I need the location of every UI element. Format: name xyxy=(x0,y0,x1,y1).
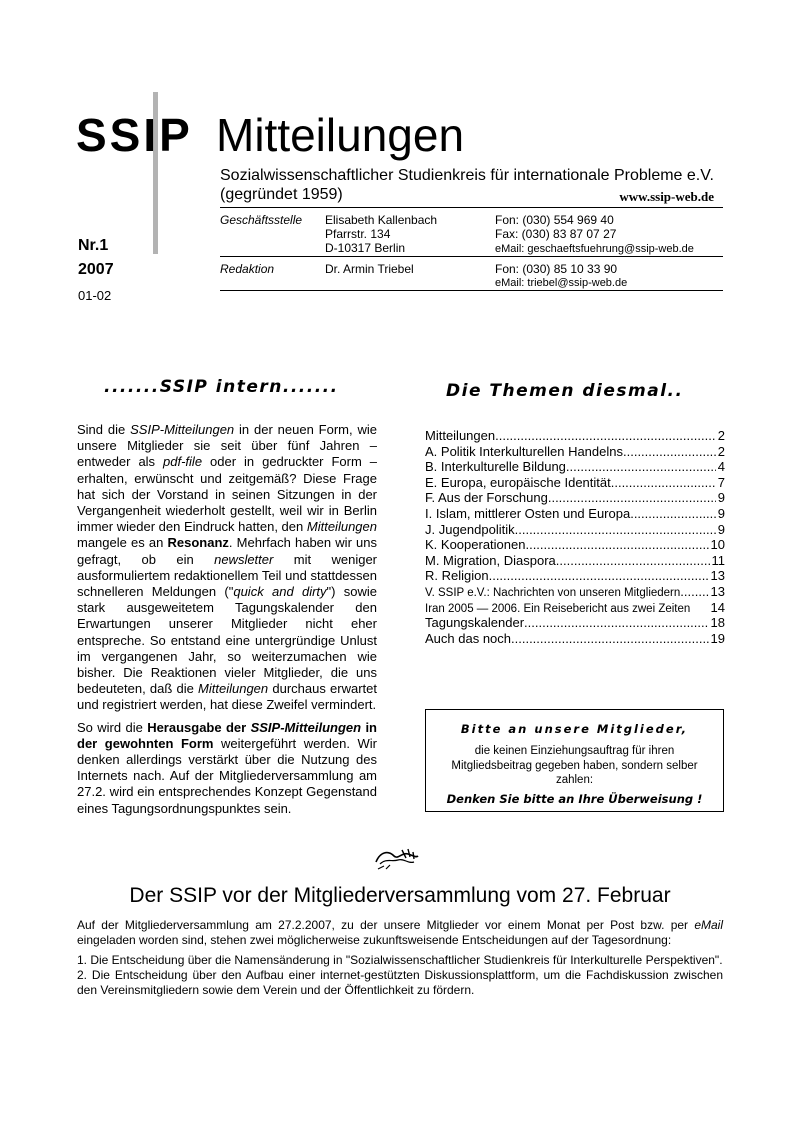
masthead-brand: SSIP xyxy=(76,109,193,161)
redaktion-name: Dr. Armin Triebel xyxy=(325,262,414,276)
toc-item-page: 11 xyxy=(711,552,725,568)
text-run: So wird die xyxy=(77,719,148,735)
article-intro xyxy=(77,918,723,948)
toc-leader-dots xyxy=(511,631,709,646)
toc-item[interactable] xyxy=(425,475,725,491)
toc-leader-dots xyxy=(548,490,716,505)
toc-item-page: 19 xyxy=(710,630,725,646)
toc-item-page: 14 xyxy=(710,599,725,615)
toc-item[interactable] xyxy=(425,631,725,647)
toc-item[interactable] xyxy=(425,459,725,475)
toc-item-page: 2 xyxy=(717,428,725,443)
geschaeftsstelle-email[interactable]: eMail: geschaeftsfuehrung@ssip-web.de xyxy=(495,243,694,255)
text-run: durchaus erwartet und registriert werden, hat diese Zweifel vermindert. xyxy=(77,681,378,713)
geschaeftsstelle-city: D-10317 Berlin xyxy=(325,241,406,255)
text-run: quick and dirty xyxy=(233,584,327,600)
intern-article xyxy=(77,422,377,823)
toc-item[interactable] xyxy=(425,506,725,522)
toc-item-page: 9 xyxy=(717,521,725,537)
geschaeftsstelle-name: Elisabeth Kallenbach xyxy=(325,213,438,227)
text-run: in der gewohnten Form xyxy=(77,719,377,751)
text-run: Resonanz xyxy=(167,535,229,551)
text-run: . Mehrfach haben wir uns gefragt, ob ein xyxy=(77,535,377,567)
article-intro-text-b: eingeladen worden sind, stehen zwei möglicherweise zukunftsweisende Entscheidungen auf der Tagesordnung: xyxy=(77,933,672,947)
toc-item-page: 9 xyxy=(717,505,725,521)
toc-item[interactable] xyxy=(425,522,725,538)
toc-leader-dots xyxy=(630,506,716,521)
masthead-rule-top xyxy=(220,207,723,208)
toc-item-label: Tagungskalender xyxy=(425,615,525,631)
table-of-contents xyxy=(425,428,725,646)
toc-leader-dots xyxy=(556,553,710,568)
text-run: in der neuen Form, wie unsere Mitglieder sie seit über fünf Jahren – entweder als xyxy=(77,422,377,470)
issue-year: 2007 xyxy=(78,261,114,278)
member-notice-box xyxy=(425,709,724,812)
text-run: ") sowie stark ausgeweitetem Tagungskalender den Erwartungen unserer Mitglieder nicht eher entspreche. So entstand eine untergründige Unlust im vergangenen Jahr, so weiterzumachen wie bisher. Die Reaktionen vieler Mitglieder, die uns bedeuteten, daß die xyxy=(77,584,378,697)
intern-paragraph-2 xyxy=(77,720,377,817)
notice-text: die keinen Einziehungsauftrag für ihren Mitgliedsbeitrag gegeben haben, sondern selber zahlen: xyxy=(451,745,698,786)
text-run: Sind die xyxy=(77,422,131,437)
masthead-subtitle-1: Sozialwissenschaftlicher Studienkreis für internationale Probleme e.V. xyxy=(220,167,714,184)
toc-leader-dots xyxy=(611,475,716,490)
notice-title: Bitte an unsere Mitglieder, xyxy=(460,722,689,736)
toc-item[interactable] xyxy=(425,553,725,569)
toc-item[interactable] xyxy=(425,444,725,460)
intern-paragraph-1 xyxy=(77,422,377,714)
toc-item-label: M. Migration, Diaspora xyxy=(425,552,556,568)
issue-months: 01-02 xyxy=(78,288,112,303)
toc-leader-dots xyxy=(524,615,709,630)
toc-leader-dots xyxy=(489,568,709,583)
toc-item[interactable] xyxy=(425,428,725,444)
redaktion-label: Redaktion xyxy=(220,262,275,276)
geschaeftsstelle-label: Geschäftsstelle xyxy=(220,213,303,227)
toc-item-label: B. Interkulturelle Bildung xyxy=(425,459,566,475)
text-run: Mitteilungen xyxy=(306,519,377,535)
article-intro-text-a: Auf der Mitgliederversammlung am 27.2.2007, zu der unsere Mitglieder vor einem Monat per Post bzw. per xyxy=(77,918,695,932)
toc-leader-dots xyxy=(623,444,716,459)
toc-item-label: A. Politik Interkulturellen Handelns xyxy=(425,443,623,459)
toc-leader-dots xyxy=(566,459,716,474)
toc-item-label: Auch das noch xyxy=(425,630,512,646)
text-run: SSIP-Mitteilungen xyxy=(250,719,362,735)
text-run: Herausgabe der xyxy=(147,719,251,735)
toc-item-page: 10 xyxy=(710,537,725,553)
toc-item[interactable] xyxy=(425,615,725,631)
text-run: Mitteilungen xyxy=(198,681,269,697)
toc-item-page: 13 xyxy=(710,583,725,599)
masthead-rule-bottom xyxy=(220,290,723,291)
toc-item-page: 7 xyxy=(717,474,725,490)
toc-item[interactable] xyxy=(425,568,725,584)
toc-item-label: V. SSIP e.V.: Nachrichten von unseren Mitgliedern xyxy=(425,586,681,599)
right-column-heading: Die Themen diesmal.. xyxy=(446,381,684,401)
geschaeftsstelle-fax: Fax: (030) 83 87 07 27 xyxy=(495,227,617,241)
toc-leader-dots xyxy=(515,522,716,537)
toc-leader-dots xyxy=(495,428,716,443)
geschaeftsstelle-street: Pfarrstr. 134 xyxy=(325,227,391,241)
toc-item[interactable] xyxy=(425,490,725,506)
geschaeftsstelle-phone: Fon: (030) 554 969 40 xyxy=(495,213,614,227)
left-column-heading: .......SSIP intern....... xyxy=(104,377,339,397)
toc-item-label: E. Europa, europäische Identität xyxy=(425,474,611,490)
toc-item-page: 2 xyxy=(717,443,725,459)
masthead-subtitle-2: (gegründet 1959) xyxy=(220,186,343,203)
text-run: newsletter xyxy=(214,551,274,567)
website-link[interactable]: www.ssip-web.de xyxy=(619,189,714,204)
toc-item[interactable] xyxy=(425,537,725,553)
toc-leader-dots xyxy=(680,584,708,599)
article-item-1: 1. Die Entscheidung über die Namensänderung in "Sozialwissenschaftlicher Studienkreis für Interkulturelle Perspektiven". xyxy=(77,953,723,967)
toc-leader-dots xyxy=(525,537,708,552)
masthead-title: Mitteilungen xyxy=(216,109,465,161)
issue-number: Nr.1 xyxy=(78,237,109,254)
redaktion-email[interactable]: eMail: triebel@ssip-web.de xyxy=(495,277,628,289)
toc-item-page: 4 xyxy=(717,459,725,475)
toc-item-label: Iran 2005 — 2006. Ein Reisebericht aus zwei Zeiten xyxy=(425,602,691,615)
toc-item-label: Mitteilungen xyxy=(425,428,496,443)
hand-flourish-icon xyxy=(372,846,422,870)
article-item-2: 2. Die Entscheidung über den Aufbau einer internet-gestützten Diskussionsplattform, um die Fachdiskussion zwischen den Vereinsmitgliedern sowie dem Verein und der Öffentlichkeit zu fördern. xyxy=(77,968,723,997)
toc-item[interactable] xyxy=(425,600,725,616)
toc-item-page: 9 xyxy=(717,490,725,506)
text-run: weitergeführt werden. Wir denken allerdings verstärkt über die Nutzung des Internets nach. Auf der Mitgliederversammlung am 27.2. wird ein entsprechendes Konzept Gegenstand eines Tagungsordnungspunktes sein. xyxy=(77,735,377,816)
text-run: oder in gedruckter Form – erhalten, erwünscht und zeitgemäß? Diese Frage hat sich der Vorstand in seinen Sitzungen in der Vergangenheit wiederholt gestellt, weil wir in Berlin immer wieder den Eindruck hatten, den xyxy=(77,454,377,535)
toc-item-label: K. Kooperationen xyxy=(425,537,526,553)
toc-item-label: F. Aus der Forschung xyxy=(425,490,548,506)
toc-item-page: 13 xyxy=(710,568,725,584)
toc-item-label: J. Jugendpolitik xyxy=(425,521,515,537)
text-run: SSIP-Mitteilungen xyxy=(130,422,235,437)
article-intro-email: eMail xyxy=(694,918,723,932)
text-run: mangele es an xyxy=(77,535,168,551)
redaktion-phone: Fon: (030) 85 10 33 90 xyxy=(495,262,618,276)
article-headline: Der SSIP vor der Mitgliederversammlung vom 27. Februar xyxy=(129,884,671,907)
notice-footer: Denken Sie bitte an Ihre Überweisung ! xyxy=(446,791,703,806)
toc-item[interactable] xyxy=(425,584,725,600)
toc-item-label: I. Islam, mittlerer Osten und Europa xyxy=(425,505,631,521)
toc-item-page: 18 xyxy=(710,615,725,631)
text-run: mit weniger ausformuliertem redaktionellem Teil und stattdessen schnelleren Meldungen (" xyxy=(77,551,377,600)
masthead-rule-middle xyxy=(220,256,723,257)
article-body xyxy=(77,918,723,1003)
toc-item-label: R. Religion xyxy=(425,568,489,584)
text-run: pdf-file xyxy=(163,454,203,470)
